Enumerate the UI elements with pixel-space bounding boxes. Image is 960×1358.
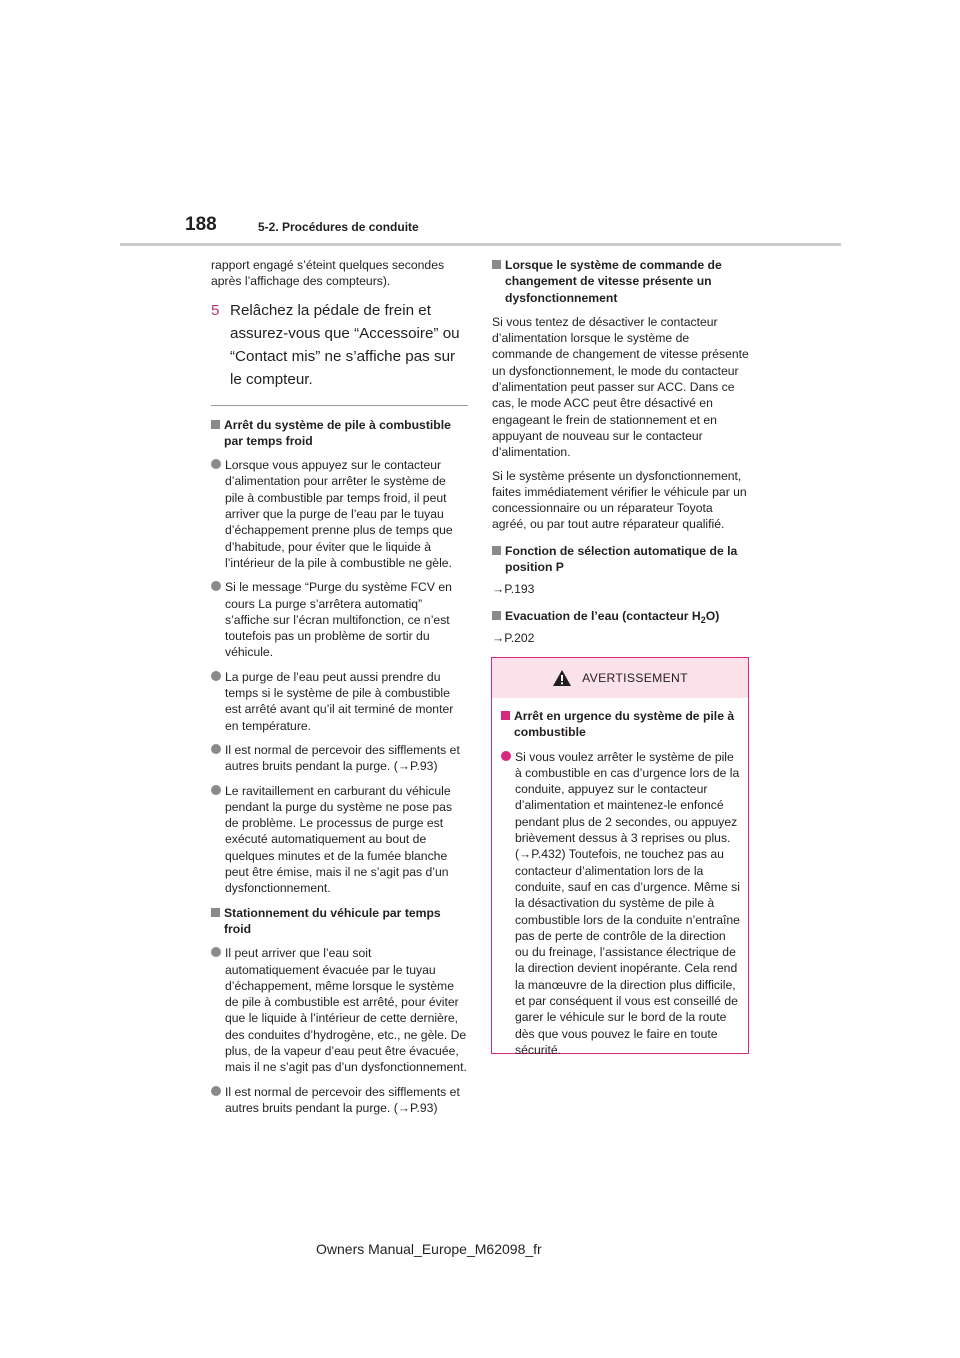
warning-triangle-icon (552, 669, 572, 687)
bullet-dot-icon (211, 742, 225, 775)
warning-title: AVERTISSEMENT (582, 671, 688, 685)
heading-shift-malfunction (492, 257, 750, 306)
warning-heading (501, 708, 740, 741)
step-text: Relâchez la pédale de frein et assurez-vous que “Accessoire” ou “Contact mis” ne s’affiche pas sur le compteur. (230, 301, 460, 388)
heading-text: Fonction de sélection automatique de la position P (505, 543, 738, 575)
list-item (211, 945, 468, 1075)
list-item-text: Le ravitaillement en carburant du véhicule pendant la purge du système ne pose pas de problème. Le processus de purge est exécuté automatiquement au bout de quelques minutes et de la fumée blanche peut être émise, mais il ne s’agit pas d’un dysfonctionnement. (225, 783, 452, 896)
list-item (211, 742, 468, 775)
square-marker-icon (492, 257, 505, 306)
warning-header (492, 658, 748, 698)
warning-body (492, 698, 748, 1058)
step-number: 5 (211, 301, 220, 319)
heading-text: Evacuation de l’eau (contacteur $H_2O$) (505, 608, 720, 625)
heading-text: Lorsque le système de commande de changement de vitesse présente un dysfonctionnement (505, 258, 722, 305)
list-item-text: Si le message “Purge du système FCV en cours La purge s’arrêtera automatiq” s’affiche sur l’écran multifonction, ce n’est toutefois pas un problème de sortir du véhicule. (225, 580, 452, 660)
list-item (211, 579, 468, 660)
header-divider (120, 243, 841, 246)
heading-auto-p (492, 543, 750, 576)
page-number: 188 (185, 214, 217, 235)
list-item (211, 669, 468, 734)
list-item-text: La purge de l’eau peut aussi prendre du temps si le système de pile à combustible est arrêté avant qu’il ait terminé de monter en température. (225, 669, 454, 733)
list-item-text: Lorsque vous appuyez sur le contacteur d’alimentation pour arrêter le système de pile à combustible par temps froid, il peut arriver que la purge de l’eau par le tuyau d’échappement prenne plus de temps que d’habitude, pour éviter que le liquide à l’intérieur de la pile à combustible ne gèle. (225, 458, 453, 570)
bullet-dot-icon (211, 783, 225, 897)
square-marker-icon (492, 608, 505, 624)
heading-text: Arrêt du système de pile à combustible par temps froid (224, 417, 451, 448)
square-marker-icon (492, 543, 505, 576)
list-item-text: Il peut arriver que l’eau soit automatiquement évacuée par le tuyau d’échappement, même lorsque le système de pile à combustible est arrêté, pour éviter que le liquide à l’intérieur de cette dernière, des conduites d’hydrogène, etc., ne gèle. De plus, de la vapeur d’eau peut être évacuée, mais il ne s’agit pas d’un dysfonctionnement. (225, 946, 467, 1075)
section-title: 5-2. Procédures de conduite (258, 220, 419, 234)
footer-manual-id: Owners Manual_Europe_M62098_fr (316, 1241, 542, 1257)
list-item (211, 783, 468, 897)
heading-cold-parking (211, 905, 468, 938)
intro-text: rapport engagé s’éteint quelques secondes après l’affichage des compteurs). (211, 258, 445, 289)
heading-text: Arrêt en urgence du système de pile à combustible (514, 709, 735, 740)
bullet-dot-icon (211, 579, 225, 660)
heading-water-evac (492, 608, 750, 624)
list-item (211, 457, 468, 571)
section-divider (211, 405, 468, 406)
right-column (492, 257, 750, 656)
warning-box (491, 657, 749, 1057)
bullet-dot-icon (211, 1084, 225, 1117)
bullet-dot-icon (211, 457, 225, 571)
list-item (501, 749, 740, 1059)
list-item-text: Il est normal de percevoir des sifflements et autres bruits pendant la purge. (→P.93) (225, 1084, 460, 1115)
bullet-dot-icon (211, 945, 225, 1075)
bullet-dot-icon (211, 669, 225, 734)
page-reference-link[interactable]: →P.193 (492, 582, 535, 597)
square-marker-icon (211, 905, 224, 938)
page-reference-link[interactable]: →P.202 (492, 630, 535, 645)
heading-text: Stationnement du véhicule par temps froid (224, 905, 441, 936)
paragraph: Si vous tentez de désactiver le contacteur d’alimentation lorsque le système de commande de changement de vitesse présente un dysfonctionnement, le mode du contacteur d’alimentation peut passer sur ACC. Dans ce cas, le mode ACC peut être désactivé en engageant le frein de stationnement et en appuyant de nouveau sur le contacteur d’alimentation. (492, 314, 749, 460)
square-marker-icon (211, 417, 224, 450)
list-item (211, 1084, 468, 1117)
bullet-dot-icon (501, 749, 515, 1059)
list-item-text: Si vous voulez arrêter le système de pile à combustible en cas d’urgence lors de la conduite, appuyez sur le contacteur d’alimentation et maintenez-le enfoncé pendant plus de 2 secondes, ou appuyez brièvement dessus à 3 reprises ou plus. (→P.432) Toutefois, ne touchez pas au contacteur d’alimentation lors de la conduite, sauf en cas d’urgence. Même si la désactivation du système de pile à combustible lors de la conduite n’entraîne pas de perte de contrôle de la direction ou du freinage, l’assistance électrique de la direction devient inopérante. Cela rend la manœuvre de la direction plus difficile, et par conséquent il vous est conseillé de garer le véhicule sur le bord de la route dès que vous pouvez le faire en toute sécurité. (515, 749, 740, 1057)
list-item-text: Il est normal de percevoir des sifflements et autres bruits pendant la purge. (→P.93) (225, 742, 460, 774)
step-5 (211, 299, 468, 391)
paragraph: Si le système présente un dysfonctionnement, faites immédiatement vérifier le véhicule par un concessionnaire ou un réparateur Toyota agréé, ou par tout autre réparateur qualifié. (492, 468, 747, 532)
left-column (211, 257, 468, 1124)
heading-cold-stop (211, 417, 468, 450)
square-marker-icon (501, 708, 514, 741)
